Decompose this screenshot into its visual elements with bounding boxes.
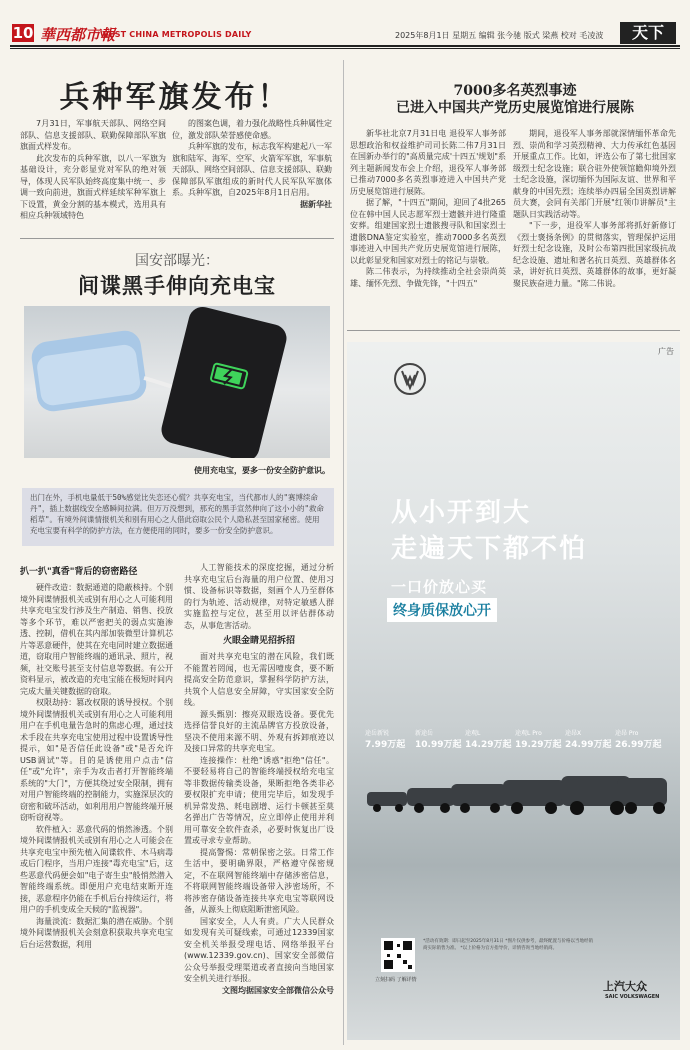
subheading: 扒一扒"真香"背后的窃密路径 [20,567,138,577]
article1-col-right [172,118,332,210]
power-bank-illustration [24,306,330,458]
model-name: 新途岳 [415,730,434,737]
model-item [615,728,661,750]
volkswagen-logo-icon [393,362,427,396]
issue-meta: 2025年8月1日 星期五 编辑 张今驰 版式 梁燕 校对 毛凌波 [395,31,604,40]
maker-logo: 上汽大众 [603,980,647,993]
paragraph: 期间，退役军人事务部就深情缅怀革命先烈、崇尚和学习英烈精神、大力传承红色基因开展重点工作。比如，评选公布了第七批国家级烈士纪念设施；联合驻外使领馆瞻仰境外烈士纪念设施，深切缅怀为国际友谊、世界和平献身的中国先烈；连续举办四届全国英烈讲解员大赛，会同有关部门开展"红领巾讲解员"主题队日实践活动等。 [513,129,676,219]
article2-intro: 出门在外，手机电量低于50%感觉比失恋还心慌？共享充电宝，当代都市人的"赛博续命丹"，插上数据线安全感瞬间拉满。但万万没想到，那充的黑手宣然伸向了这小小的"救命稻草"。有境外间谍情报机关和别有用心之人借此窃取公民个人隐私甚至国家秘密。使用充电宝要有科学的防护方法，在方便使用的同时，要多一份安全防护意识。 [22,488,334,546]
page-number: 10 [12,24,34,42]
ad-headline-1: 从小开到大 [391,498,532,528]
qr-code-icon[interactable] [381,938,415,972]
maker-logo-en: SAIC VOLKSWAGEN [605,994,660,1000]
ad-headline-2: 走遍天下都不怕 [391,534,588,564]
ad-tagline-1: 一口价放心买 [391,578,488,596]
ad-fine-print: *活动有效期：即日起至2025年8月31日 *图片仅供参考，最终配置与价格以当地经销商实际销售为准。 *以上价格为官方指导价，详情咨询当地经销商。 [423,939,593,951]
model-item [365,728,405,750]
ad-tag: 广告 [658,347,674,356]
article2-kicker: 国安部曝光： [135,253,219,269]
paragraph: 连接操作：杜绝"诱惑"拒绝"信任"。不要轻易将自己的智能终端授权给充电宝等非数据传输类设备，果断拒绝各类非必要权限扩充申请；使用完毕后，如发现手机异常发热、耗电剧增、运行卡顿甚至莫名弹出广告等情况，应立即停止使用并利用可靠安全软件查杀，必要时恢复出厂设置或寻求专业帮助。 [184,755,334,845]
model-name: 途观L [465,730,481,737]
model-name: 途昂 Pro [615,730,639,737]
article3-col1 [350,128,506,289]
article2-col1 [20,562,173,950]
car-advertisement [347,342,680,1040]
model-item [465,728,511,750]
model-name: 途昂X [565,730,582,737]
qr-caption: 立刻扫码 了解详情 [375,977,417,983]
paragraph: 7月31日，军事航天部队、网络空间部队、信息支援部队、联勤保障部队军旗旗面式样发布。 [20,119,166,151]
model-price: 26.99万起 [615,740,662,750]
article2-col2 [184,562,334,996]
paragraph: 海量淡流：数据汇集的潜在威胁。个别境外间谍情报机关会刻意积获取共享充电宝后台运营数据，利用 [20,916,173,949]
column-divider [343,60,344,1045]
masthead-rule-thin [10,48,680,49]
article1-byline: 据新华社 [300,199,332,209]
model-name: 途观L Pro [515,730,542,737]
model-price: 7.99万起 [365,740,406,750]
article1-col-left [20,118,166,222]
paragraph: 据了解，"十四五"期间，迎回了4批265位在韩中国人民志愿军烈士遗骸并进行隆重安葬。组建国家烈士遗骸搜寻队和国家烈士遗骸DNA鉴定实验室，推动7000多名英烈事迹进入中国共产党历史展览馆进行展陈，以此彰显党和国家对烈士的铭记与崇敬。 [350,198,506,265]
paper-name: 華西都市報 [40,26,116,44]
article2-byline: 文图均据国家安全部微信公众号 [222,985,334,995]
suv-lineup-illustration [367,762,667,822]
model-price: 19.29万起 [515,740,562,750]
paragraph: "下一步，退役军人事务部将抓好新修订《烈士褒扬条例》的贯彻落实，管理保护运用好烈士纪念设施，及时公布第四批国家级抗战纪念设施、遗址和著名抗日英烈、英雄群体名录，讲好抗日英烈、英雄群体的故事，更好凝聚民族奋进力量。"陈二伟说。 [513,221,676,288]
article1-title: 兵种军旗发布！ [59,80,291,115]
ad-tagline-2: 终身质保放心开 [387,598,497,622]
model-item [515,728,561,750]
model-item [565,728,611,750]
article3-title-line2: 已进入中国共产党历史展览馆进行展陈 [396,100,634,116]
paragraph: 权限劫持：篡改权限的诱导授权。个别境外间谍情报机关或别有用心之人可能利用用户在手机电量告急时的焦虑心理，通过技术手段在共享充电宝使用过程中设置诱导性提示，如"是否信任此设备"或"是否允许USB调试"等。目的是诱使用户点击"信任"或"允许"，亲手为攻击者打开智能终端系统的"大门"，方便其绕过安全限制，拥有对用户智能终端的控制能力，实施深层次的窃密和破坏活动，如利用用户智能终端开展窃听窃视等。 [20,698,173,822]
paragraph: 提高警惕：常朝保密之弦。日常工作生活中，要明确界限，严格遵守保密规定，不在联网智能终端中存储涉密信息，不将联网智能终端设备带入涉密场所，不将涉密存储设备连接共享充电宝等联网设备，从源头上彻底阻断泄密风险。 [184,847,334,914]
article3-title-line1: 7000多名英烈事迹 [453,83,577,99]
paragraph: 硬件改造：数据通道的隐蔽核持。个别境外间谍情报机关或别有用心之人可能利用共享充电宝发行涉及生产制造、销售、投放等多个环节，难以严密把关的弱点实施渗透、控制，借机在其内部加装微型计算机芯片等恶意硬件，使其在充电同时建立数据通道，窃取用户智能终端的通讯录、照片，视频，社交账号甚至支付信息等数据。有公开资料显示，被改造的充电宝能在极短时间内完成大量关键数据的窃取。 [20,583,173,696]
paragraph: 面对共享充电宝的潜在风险，我们既不能置若罔闻，也无需因噎废食，要不断提高安全防范意识，掌握科学防护方法，共筑个人信息安全屏障，守实国家安全防线。 [184,652,334,707]
model-price: 14.29万起 [465,740,512,750]
paragraph: 源头甄别：擦亮双眼选设备。要优先选择信誉良好的主流品牌官方投放设备，坚决不使用来源不明、外观有拆卸痕迹以及接口异常的共享充电宝。 [184,709,334,753]
paragraph: 新华社北京7月31日电 退役军人事务部思想政治和权益维护司司长陈二伟7月31日在国新办举行的"高质量完成'十四五'规划"系列主题新闻发布会上介绍，退役军人事务部已推动7000多名英烈事迹进入中国共产党历史展览馆进行展陈。 [350,129,506,196]
divider [20,238,334,239]
model-price: 10.99万起 [415,740,462,750]
paragraph: 软件植入：恶意代码的悄然渗透。个别境外间谍情报机关或别有用心之人可能会在共享充电宝中预先植入间谍软件、木马病毒或后门程序，当用户连接"毒充电宝"后，这些恶意代码便会如"电子寄生虫"般悄然潜入智能终端系统。即便用户充电结束断开连接，恶意程序仍能在手机后台持续运行，将用户的手机变成全天候的"监视器"。 [20,824,173,914]
photo-caption: 使用充电宝，要多一份安全防护意识。 [194,466,330,475]
paragraph: 国家安全，人人有责。广大人民群众如发现有关可疑线索，可通过12339国家安全机关举报受理电话、网络举报平台(www.12339.gov.cn)、国家安全部微信公众号举报受理渠道或者直接向当地国家安全机关进行举报。 [184,916,334,983]
masthead [0,0,690,44]
article3-col2 [513,128,676,289]
model-price: 24.99万起 [565,740,612,750]
paragraph: 人工智能技术的深度挖掘，通过分析共享充电宝后台海量的用户位置、使用习惯、设备标识等数据，刻画个人乃至群体的行为轨迹、活动规律，对特定敏感人群实施监控与定位，甚至用以评估群体动态，从事危害活动。 [184,563,334,630]
divider [347,330,680,331]
paragraph: 兵种军旗的发布，标志我军构建起八一军旗和陆军、海军、空军、火箭军军旗，军事航天部队、网络空间部队、信息支援部队、联勤保障部队军旗组成的新时代人民军队军旗体系。兵种军旗，自2025年8月1日启用。 [172,142,332,197]
paper-name-en: WEST CHINA METROPOLIS DAILY [100,30,252,39]
paragraph: 此次发布的兵种军旗，以八一军旗为基础设计，充分彰显党对军队的绝对领导，体现人民军队始终高度集中统一、步调一致向前进，旗面式样延续军种军旗上下设置，黄金分割的基本模式，选用具有相应兵种领域特色 [20,153,166,220]
article2-title: 间谍黑手伸向充电宝 [78,273,276,298]
power-bank-photo [24,306,330,458]
paragraph: 陈二伟表示，为持续推动全社会崇尚英雄、缅怀先烈、争做先锋，"十四五" [350,267,506,288]
paragraph: 的图案色调，着力强化战略性兵种属性定位，激发部队荣誉感使命感。 [172,119,332,140]
subheading: 火眼金睛见招拆招 [222,636,295,646]
masthead-rule [10,45,680,47]
model-item [415,728,461,750]
section-label: 天下 [620,22,676,44]
model-name: 途岳新锐 [365,730,390,737]
